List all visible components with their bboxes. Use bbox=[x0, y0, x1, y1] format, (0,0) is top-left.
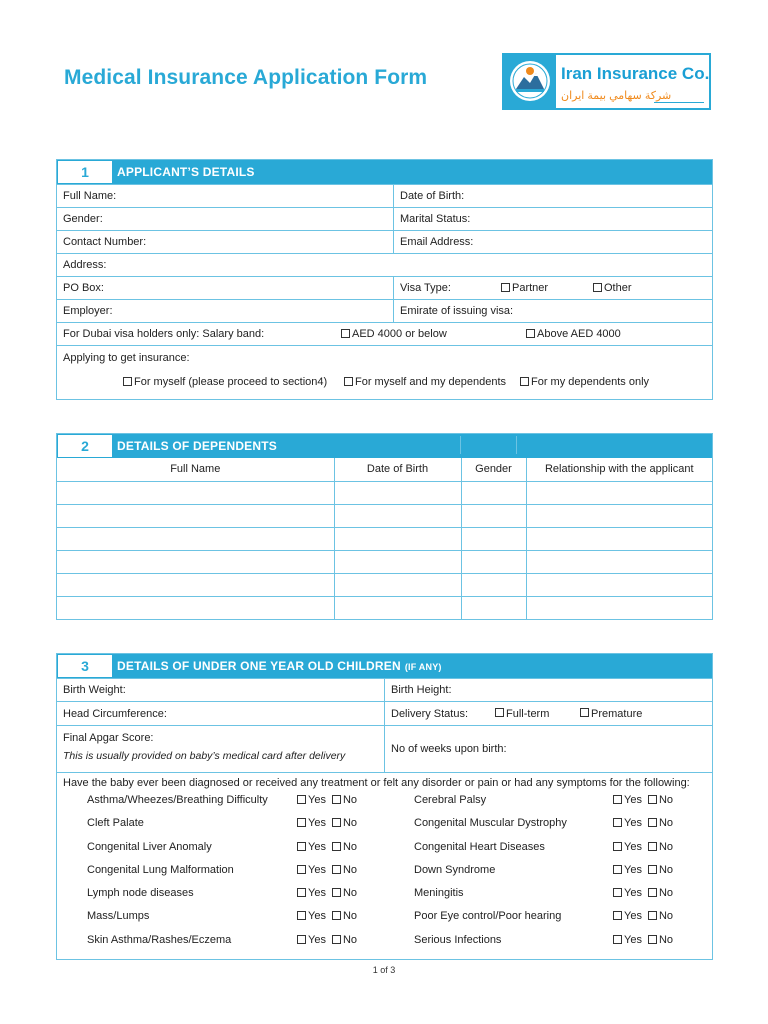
yes-no-options bbox=[297, 887, 363, 899]
applying-row bbox=[57, 345, 712, 399]
apgar-note: This is usually provided on baby’s medical card after delivery bbox=[63, 750, 346, 762]
weeks-upon-birth-field[interactable]: No of weeks upon birth: bbox=[384, 726, 712, 772]
yes-no-options bbox=[297, 864, 363, 876]
salary-high-checkbox[interactable]: Above AED 4000 bbox=[526, 328, 621, 340]
visa-partner-checkbox[interactable]: Partner bbox=[501, 282, 548, 294]
table-row bbox=[57, 504, 712, 527]
table-cell[interactable] bbox=[461, 504, 526, 527]
dependents-table bbox=[57, 458, 712, 619]
condition-label: Asthma/Wheezes/Breathing Difficulty bbox=[87, 794, 268, 806]
logo-underline bbox=[654, 102, 704, 103]
no-checkbox[interactable]: No bbox=[648, 841, 673, 853]
section-dependents bbox=[56, 433, 713, 620]
yes-no-options bbox=[613, 934, 679, 946]
dob-field[interactable]: Date of Birth: bbox=[393, 185, 712, 207]
logo-text: Iran Insurance Co. bbox=[561, 64, 710, 83]
column-header: Date of Birth bbox=[334, 458, 461, 481]
employer-field[interactable]: Employer: bbox=[63, 305, 113, 317]
condition-label: Poor Eye control/Poor hearing bbox=[414, 910, 562, 922]
yes-no-options bbox=[297, 934, 363, 946]
company-logo bbox=[502, 53, 711, 110]
yes-no-options bbox=[613, 794, 679, 806]
visa-other-checkbox[interactable]: Other bbox=[593, 282, 632, 294]
conditions-question: Have the baby ever been diagnosed or received any treatment or felt any disorder or pain or had any symptoms for the following: bbox=[63, 777, 690, 789]
for-myself-and-dependents-checkbox[interactable]: For myself and my dependents bbox=[344, 376, 506, 388]
table-cell[interactable] bbox=[461, 596, 526, 619]
table-cell[interactable] bbox=[334, 550, 461, 573]
condition-label: Down Syndrome bbox=[414, 864, 496, 876]
no-checkbox[interactable]: No bbox=[648, 910, 673, 922]
contact-number-field[interactable]: Contact Number: bbox=[63, 236, 147, 248]
no-checkbox[interactable]: No bbox=[332, 910, 357, 922]
yes-checkbox[interactable]: Yes bbox=[613, 817, 642, 829]
yes-checkbox[interactable]: Yes bbox=[297, 910, 326, 922]
yes-no-options bbox=[613, 841, 679, 853]
yes-checkbox[interactable]: Yes bbox=[297, 817, 326, 829]
email-field[interactable]: Email Address: bbox=[393, 231, 712, 253]
section-header bbox=[57, 434, 712, 458]
yes-no-options bbox=[613, 817, 679, 829]
marital-status-field[interactable]: Marital Status: bbox=[393, 208, 712, 230]
table-row bbox=[57, 527, 712, 550]
conditions-grid bbox=[57, 789, 712, 954]
condition-label: Cerebral Palsy bbox=[414, 794, 487, 806]
yes-no-options bbox=[297, 841, 363, 853]
table-cell[interactable] bbox=[334, 504, 461, 527]
conditions-block bbox=[57, 772, 712, 959]
apgar-field[interactable] bbox=[57, 726, 384, 772]
full-name-field[interactable]: Full Name: bbox=[63, 190, 117, 202]
table-row bbox=[57, 596, 712, 619]
yes-checkbox[interactable]: Yes bbox=[297, 864, 326, 876]
no-checkbox[interactable]: No bbox=[648, 817, 673, 829]
yes-checkbox[interactable]: Yes bbox=[613, 887, 642, 899]
yes-no-options bbox=[297, 910, 363, 922]
no-checkbox[interactable]: No bbox=[332, 794, 357, 806]
column-header: Gender bbox=[461, 458, 526, 481]
no-checkbox[interactable]: No bbox=[332, 817, 357, 829]
condition-label: Congenital Lung Malformation bbox=[87, 864, 234, 876]
logo-text-farsi: شرکة سهامي بيمة ايران bbox=[561, 90, 672, 102]
yes-no-options bbox=[297, 817, 363, 829]
no-checkbox[interactable]: No bbox=[648, 864, 673, 876]
section-title bbox=[113, 659, 442, 673]
condition-label: Meningitis bbox=[414, 887, 464, 899]
table-cell[interactable] bbox=[526, 550, 712, 573]
table-cell[interactable] bbox=[526, 573, 712, 596]
apgar-label: Final Apgar Score: bbox=[63, 732, 154, 744]
condition-label: Lymph node diseases bbox=[87, 887, 194, 899]
section-title: APPLICANT’S DETAILS bbox=[117, 165, 255, 179]
logo-emblem-icon bbox=[504, 55, 556, 108]
table-row bbox=[57, 550, 712, 573]
table-row bbox=[57, 481, 712, 504]
table-header-row bbox=[57, 458, 712, 481]
yes-checkbox[interactable]: Yes bbox=[297, 887, 326, 899]
section-children bbox=[56, 653, 713, 960]
section-number: 1 bbox=[57, 160, 113, 184]
condition-label: Mass/Lumps bbox=[87, 910, 150, 922]
salary-band-label: For Dubai visa holders only: Salary band: bbox=[63, 328, 265, 340]
no-checkbox[interactable]: No bbox=[648, 934, 673, 946]
table-cell[interactable] bbox=[57, 527, 334, 550]
condition-label: Skin Asthma/Rashes/Eczema bbox=[87, 934, 232, 946]
table-cell[interactable] bbox=[57, 596, 334, 619]
section-header bbox=[57, 654, 712, 678]
table-cell[interactable] bbox=[461, 573, 526, 596]
emirate-field[interactable]: Emirate of issuing visa: bbox=[393, 300, 712, 322]
salary-band-row bbox=[57, 323, 712, 345]
visa-type-label: Visa Type: bbox=[400, 282, 451, 294]
section-header bbox=[57, 160, 712, 184]
visa-type-field bbox=[393, 277, 712, 299]
table-row bbox=[57, 573, 712, 596]
table-cell[interactable] bbox=[526, 527, 712, 550]
for-myself-checkbox[interactable]: For myself (please proceed to section4) bbox=[123, 376, 327, 388]
condition-label: Cleft Palate bbox=[87, 817, 144, 829]
no-checkbox[interactable]: No bbox=[648, 794, 673, 806]
section-title-note: (IF ANY) bbox=[404, 662, 442, 672]
table-cell[interactable] bbox=[461, 527, 526, 550]
yes-checkbox[interactable]: Yes bbox=[297, 841, 326, 853]
yes-checkbox[interactable]: Yes bbox=[613, 794, 642, 806]
birth-height-field[interactable]: Birth Height: bbox=[384, 679, 712, 701]
header-divider bbox=[460, 436, 517, 454]
no-checkbox[interactable]: No bbox=[332, 887, 357, 899]
yes-checkbox[interactable]: Yes bbox=[613, 934, 642, 946]
table-cell[interactable] bbox=[334, 527, 461, 550]
condition-label: Congenital Heart Diseases bbox=[414, 841, 545, 853]
yes-checkbox[interactable]: Yes bbox=[297, 794, 326, 806]
salary-low-checkbox[interactable]: AED 4000 or below bbox=[341, 328, 447, 340]
no-checkbox[interactable]: No bbox=[648, 887, 673, 899]
delivery-status-field bbox=[384, 702, 712, 725]
condition-label: Serious Infections bbox=[414, 934, 502, 946]
column-header: Full Name bbox=[57, 458, 334, 481]
birth-weight-field[interactable]: Birth Weight: bbox=[63, 684, 126, 696]
applying-label: Applying to get insurance: bbox=[63, 352, 190, 364]
yes-checkbox[interactable]: Yes bbox=[613, 910, 642, 922]
po-box-field[interactable]: PO Box: bbox=[63, 282, 104, 294]
table-cell[interactable] bbox=[526, 481, 712, 504]
yes-checkbox[interactable]: Yes bbox=[613, 841, 642, 853]
yes-no-options bbox=[613, 887, 679, 899]
yes-no-options bbox=[613, 910, 679, 922]
delivery-status-label: Delivery Status: bbox=[391, 707, 469, 720]
for-dependents-only-checkbox[interactable]: For my dependents only bbox=[520, 376, 649, 388]
yes-checkbox[interactable]: Yes bbox=[613, 864, 642, 876]
section-number: 3 bbox=[57, 654, 113, 678]
table-cell[interactable] bbox=[334, 573, 461, 596]
section-title-text: DETAILS OF UNDER ONE YEAR OLD CHILDREN bbox=[117, 659, 401, 673]
yes-no-options bbox=[613, 864, 679, 876]
column-header: Relationship with the applicant bbox=[526, 458, 712, 481]
section-title: DETAILS OF DEPENDENTS bbox=[117, 439, 277, 453]
yes-no-options bbox=[297, 794, 363, 806]
table-cell[interactable] bbox=[57, 550, 334, 573]
table-cell[interactable] bbox=[526, 504, 712, 527]
page-title: Medical Insurance Application Form bbox=[64, 66, 428, 89]
no-checkbox[interactable]: No bbox=[332, 864, 357, 876]
full-term-checkbox[interactable]: Full-term bbox=[495, 708, 549, 720]
premature-checkbox[interactable]: Premature bbox=[580, 708, 642, 720]
table-cell[interactable] bbox=[461, 481, 526, 504]
page-number: 1 of 3 bbox=[372, 965, 396, 975]
no-checkbox[interactable]: No bbox=[332, 934, 357, 946]
table-cell[interactable] bbox=[526, 596, 712, 619]
table-cell[interactable] bbox=[57, 573, 334, 596]
head-circumference-field[interactable]: Head Circumference: bbox=[63, 707, 167, 720]
table-cell[interactable] bbox=[334, 481, 461, 504]
condition-label: Congenital Muscular Dystrophy bbox=[414, 817, 567, 829]
table-cell[interactable] bbox=[57, 481, 334, 504]
section-number: 2 bbox=[57, 434, 113, 458]
address-field[interactable]: Address: bbox=[63, 259, 107, 271]
condition-label: Congenital Liver Anomaly bbox=[87, 841, 212, 853]
table-cell[interactable] bbox=[461, 550, 526, 573]
table-cell[interactable] bbox=[57, 504, 334, 527]
yes-checkbox[interactable]: Yes bbox=[297, 934, 326, 946]
table-cell[interactable] bbox=[334, 596, 461, 619]
no-checkbox[interactable]: No bbox=[332, 841, 357, 853]
section-applicant-details bbox=[56, 159, 713, 400]
gender-field[interactable]: Gender: bbox=[63, 213, 103, 225]
